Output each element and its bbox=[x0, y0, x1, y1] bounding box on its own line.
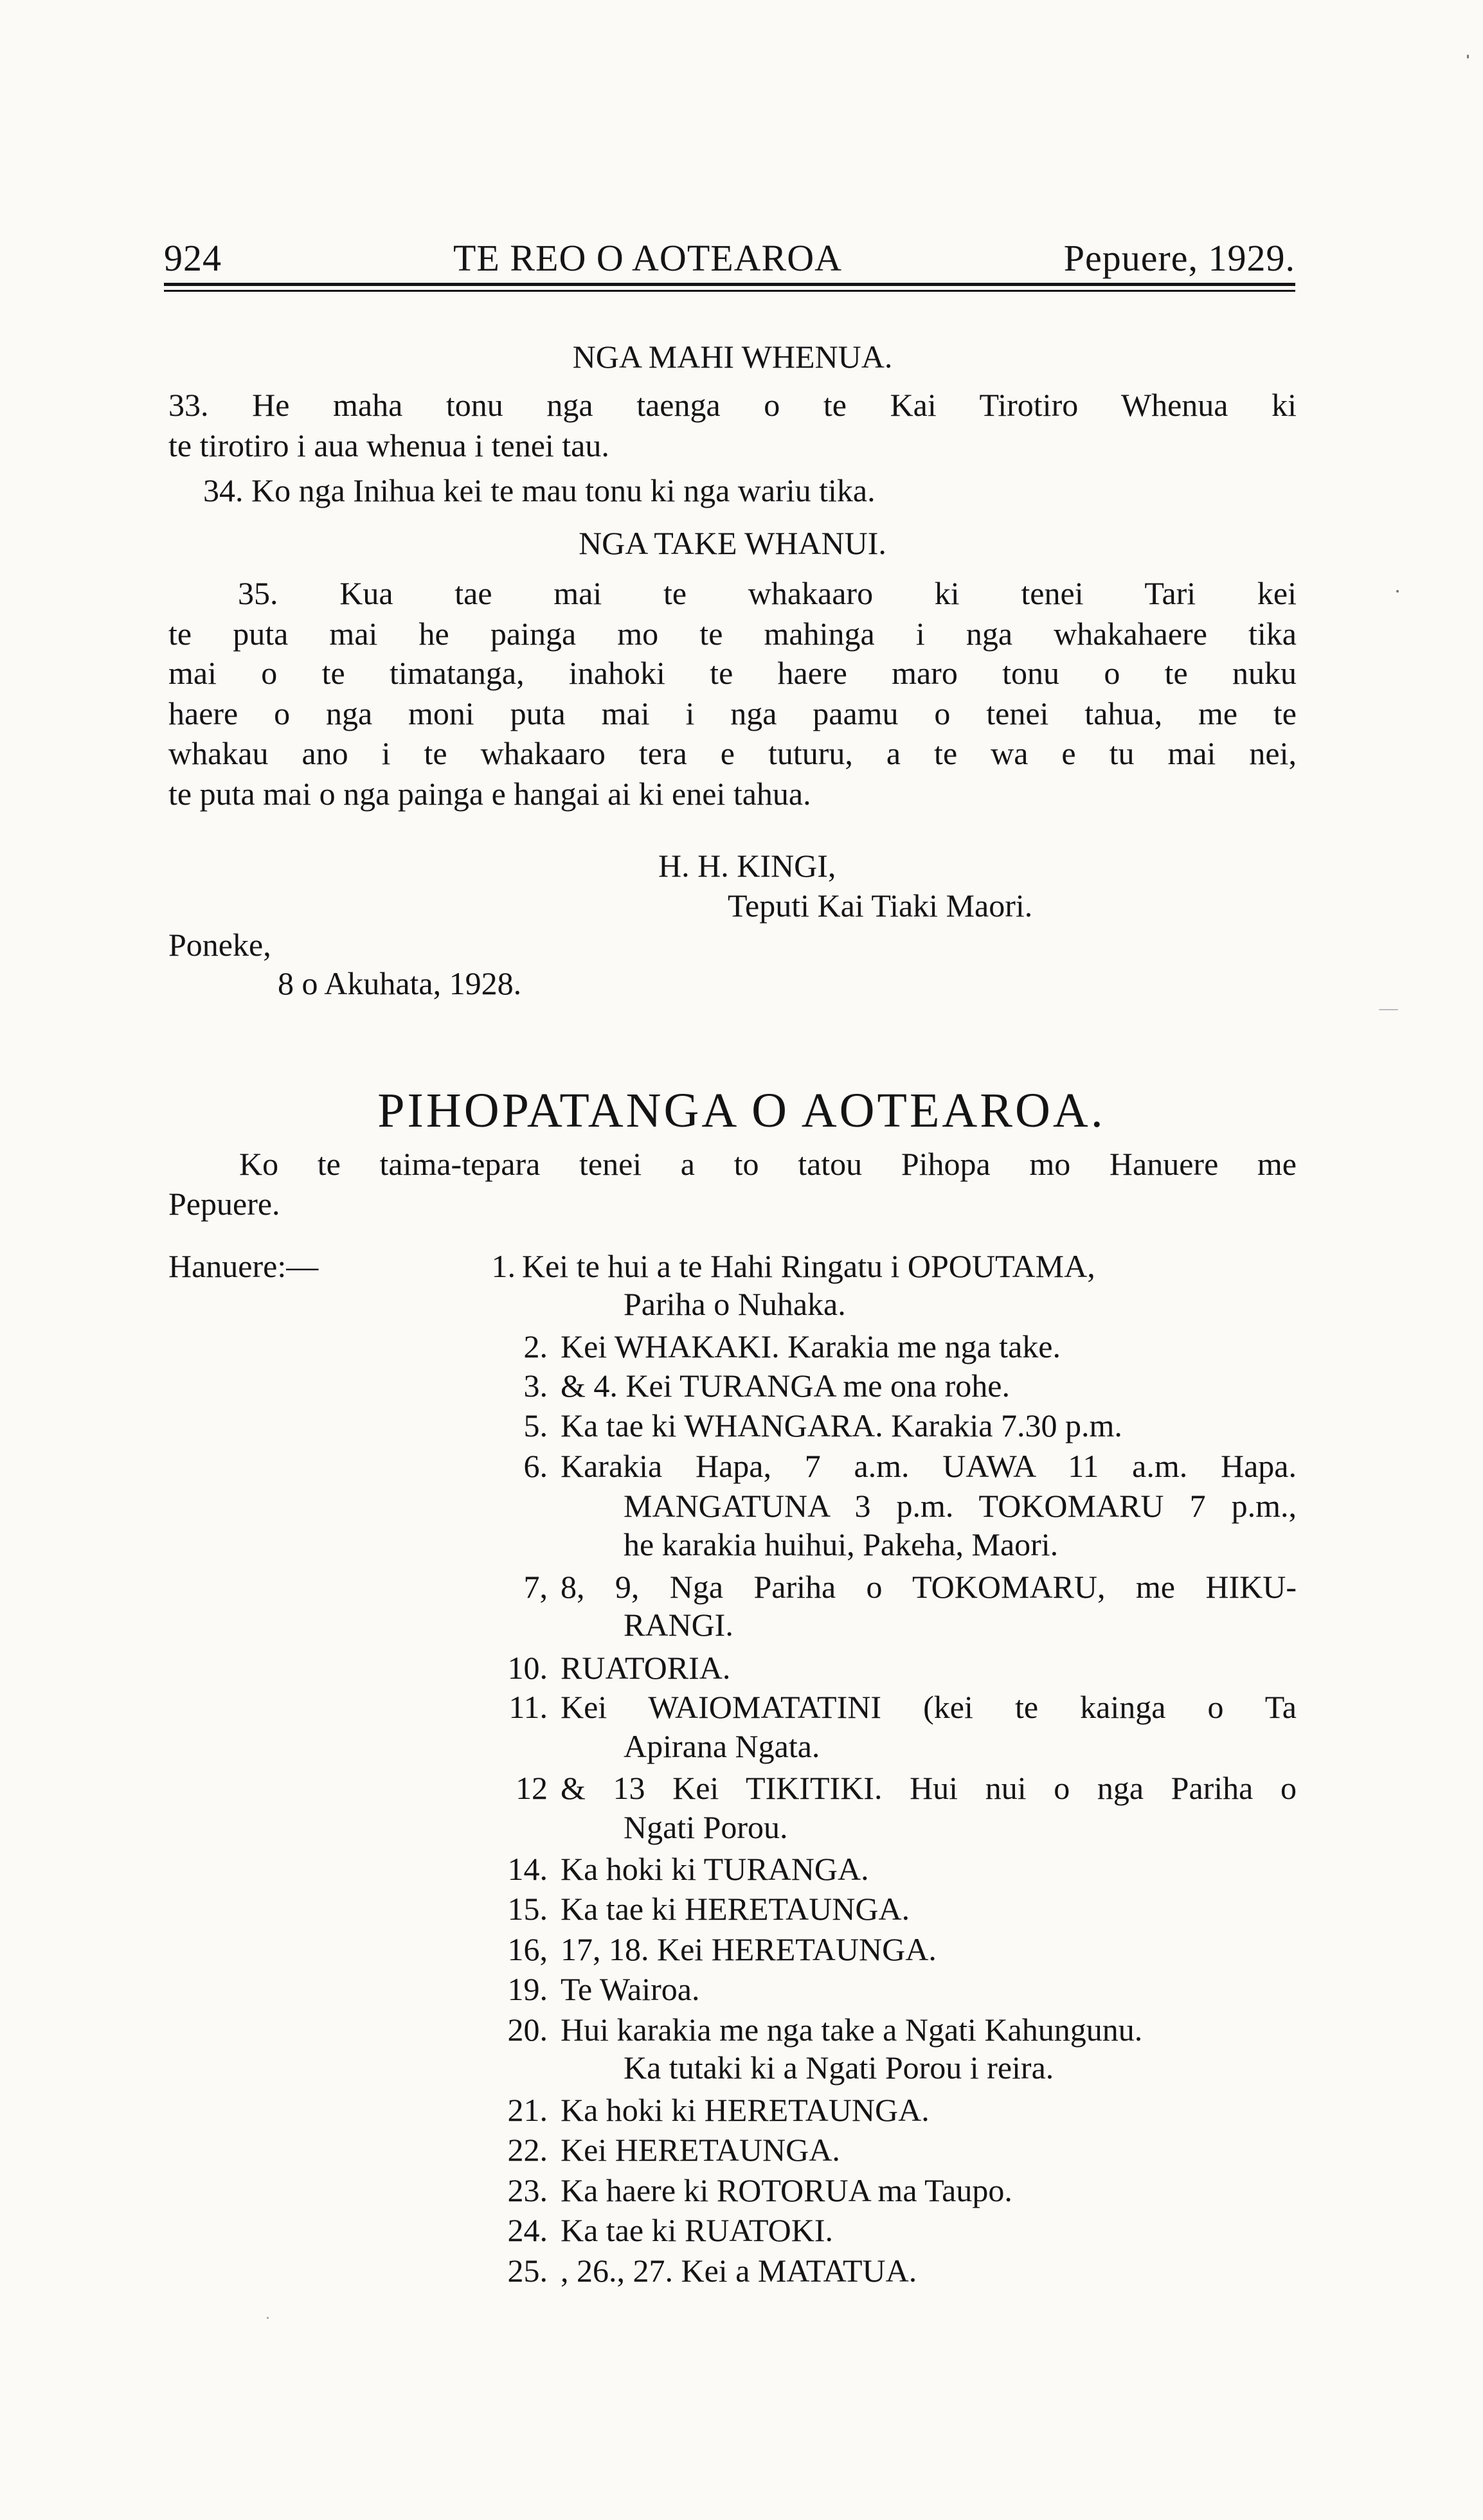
paragraph-line: haere o nga moni puta mai i nga paamu o tenei tahua, me te bbox=[168, 695, 1297, 731]
schedule-number: 20. bbox=[507, 2012, 548, 2048]
schedule-number: 12 bbox=[516, 1770, 548, 1806]
schedule-line: Kei te hui a te Hahi Ringatu i OPOUTAMA, bbox=[522, 1248, 1095, 1284]
schedule-number: 25. bbox=[507, 2253, 548, 2289]
paragraph-line: te puta mai he painga mo te mahinga i nga whakahaere tika bbox=[168, 616, 1297, 652]
paragraph-line: te puta mai o nga painga e hangai ai ki enei tahua. bbox=[168, 776, 811, 812]
section-heading: NGA MAHI WHENUA. bbox=[572, 339, 893, 375]
schedule-line: Ka tae ki HERETAUNGA. bbox=[561, 1891, 910, 1927]
issue-date: Pepuere, 1929. bbox=[1063, 237, 1295, 279]
paragraph-line: te tirotiro i aua whenua i tenei tau. bbox=[168, 427, 609, 463]
paragraph-line: whakau ano i te whakaaro tera e tuturu, a te wa e tu mai nei, bbox=[168, 735, 1297, 771]
schedule-line: Hui karakia me nga take a Ngati Kahungunu. bbox=[561, 2012, 1143, 2048]
running-header bbox=[164, 237, 1295, 279]
schedule-line: Te Wairoa. bbox=[561, 1971, 700, 2007]
schedule-number: 14. bbox=[507, 1851, 548, 1887]
schedule-line: Ka tae ki WHANGARA. Karakia 7.30 p.m. bbox=[561, 1407, 1122, 1443]
schedule-line: Karakia Hapa, 7 a.m. UAWA 11 a.m. Hapa. bbox=[561, 1448, 1297, 1484]
signing-place: Poneke, bbox=[168, 927, 271, 963]
schedule-line: Apirana Ngata. bbox=[624, 1728, 820, 1764]
schedule-line: , 26., 27. Kei a MATATUA. bbox=[561, 2253, 917, 2289]
schedule-line: Ka tae ki RUATOKI. bbox=[561, 2212, 833, 2248]
signatory-name: H. H. KINGI, bbox=[658, 848, 836, 884]
schedule-number: 10. bbox=[507, 1650, 548, 1686]
schedule-number: 21. bbox=[507, 2092, 548, 2128]
schedule-line: Kei HERETAUNGA. bbox=[561, 2132, 840, 2168]
header-rule bbox=[164, 283, 1295, 286]
schedule-line: Kei WAIOMATATINI (kei te kainga o Ta bbox=[561, 1689, 1297, 1725]
intro-line: Ko te taima-tepara tenei a to tatou Pihopa mo Hanuere me bbox=[239, 1146, 1297, 1182]
schedule-number: 7, bbox=[523, 1569, 548, 1605]
article-title: PIHOPATANGA O AOTEAROA. bbox=[377, 1084, 1106, 1138]
schedule-line: Ka hoki ki TURANGA. bbox=[561, 1851, 869, 1887]
paragraph-line: 35. Kua tae mai te whakaaro ki tenei Tari kei bbox=[238, 575, 1297, 611]
section-heading: NGA TAKE WHANUI. bbox=[579, 525, 886, 561]
paragraph-line: 34. Ko nga Inihua kei te mau tonu ki nga wariu tika. bbox=[203, 472, 876, 508]
schedule-line: & 13 Kei TIKITIKI. Hui nui o nga Pariha o bbox=[561, 1770, 1297, 1806]
schedule-number: 23. bbox=[507, 2172, 548, 2208]
schedule-number: 1. bbox=[491, 1248, 516, 1284]
journal-title: TE REO O AOTEAROA bbox=[453, 237, 843, 279]
schedule-line: Ngati Porou. bbox=[624, 1809, 788, 1845]
schedule-line: Pariha o Nuhaka. bbox=[624, 1286, 846, 1322]
schedule-number: 11. bbox=[508, 1689, 548, 1725]
schedule-line: Ka haere ki ROTORUA ma Taupo. bbox=[561, 2172, 1012, 2208]
schedule-number: 15. bbox=[507, 1891, 548, 1927]
scan-speck bbox=[1379, 1009, 1398, 1010]
schedule-number: 2. bbox=[523, 1328, 548, 1364]
schedule-line: 8, 9, Nga Pariha o TOKOMARU, me HIKU- bbox=[561, 1569, 1297, 1605]
schedule-line: Ka tutaki ki a Ngati Porou i reira. bbox=[624, 2050, 1054, 2086]
schedule-line: & 4. Kei TURANGA me ona rohe. bbox=[561, 1368, 1010, 1404]
schedule-line: Ka hoki ki HERETAUNGA. bbox=[561, 2092, 930, 2128]
schedule-number: 22. bbox=[507, 2132, 548, 2168]
schedule-line: RANGI. bbox=[624, 1607, 733, 1643]
header-rule bbox=[164, 290, 1295, 292]
schedule-number: 5. bbox=[523, 1407, 548, 1443]
month-label: Hanuere:— bbox=[168, 1248, 319, 1284]
page-number: 924 bbox=[164, 237, 222, 279]
schedule-line: RUATORIA. bbox=[561, 1650, 731, 1686]
signing-date: 8 o Akuhata, 1928. bbox=[278, 965, 522, 1001]
scan-speck bbox=[1396, 590, 1399, 593]
scan-speck bbox=[267, 2317, 269, 2319]
schedule-number: 16, bbox=[507, 1931, 548, 1967]
schedule-number: 19. bbox=[507, 1971, 548, 2007]
intro-line: Pepuere. bbox=[168, 1186, 280, 1222]
paragraph-line: mai o te timatanga, inahoki te haere maro tonu o te nuku bbox=[168, 655, 1297, 691]
scan-speck bbox=[1467, 55, 1469, 58]
schedule-number: 24. bbox=[507, 2212, 548, 2248]
signatory-title: Teputi Kai Tiaki Maori. bbox=[728, 888, 1033, 924]
schedule-line: Kei WHAKAKI. Karakia me nga take. bbox=[561, 1328, 1061, 1364]
paragraph-line: 33. He maha tonu nga taenga o te Kai Tirotiro Whenua ki bbox=[168, 387, 1297, 423]
schedule-line: 17, 18. Kei HERETAUNGA. bbox=[561, 1931, 937, 1967]
schedule-number: 6. bbox=[523, 1448, 548, 1484]
schedule-number: 3. bbox=[523, 1368, 548, 1404]
schedule-line: he karakia huihui, Pakeha, Maori. bbox=[624, 1526, 1059, 1562]
schedule-line: MANGATUNA 3 p.m. TOKOMARU 7 p.m., bbox=[624, 1488, 1297, 1524]
